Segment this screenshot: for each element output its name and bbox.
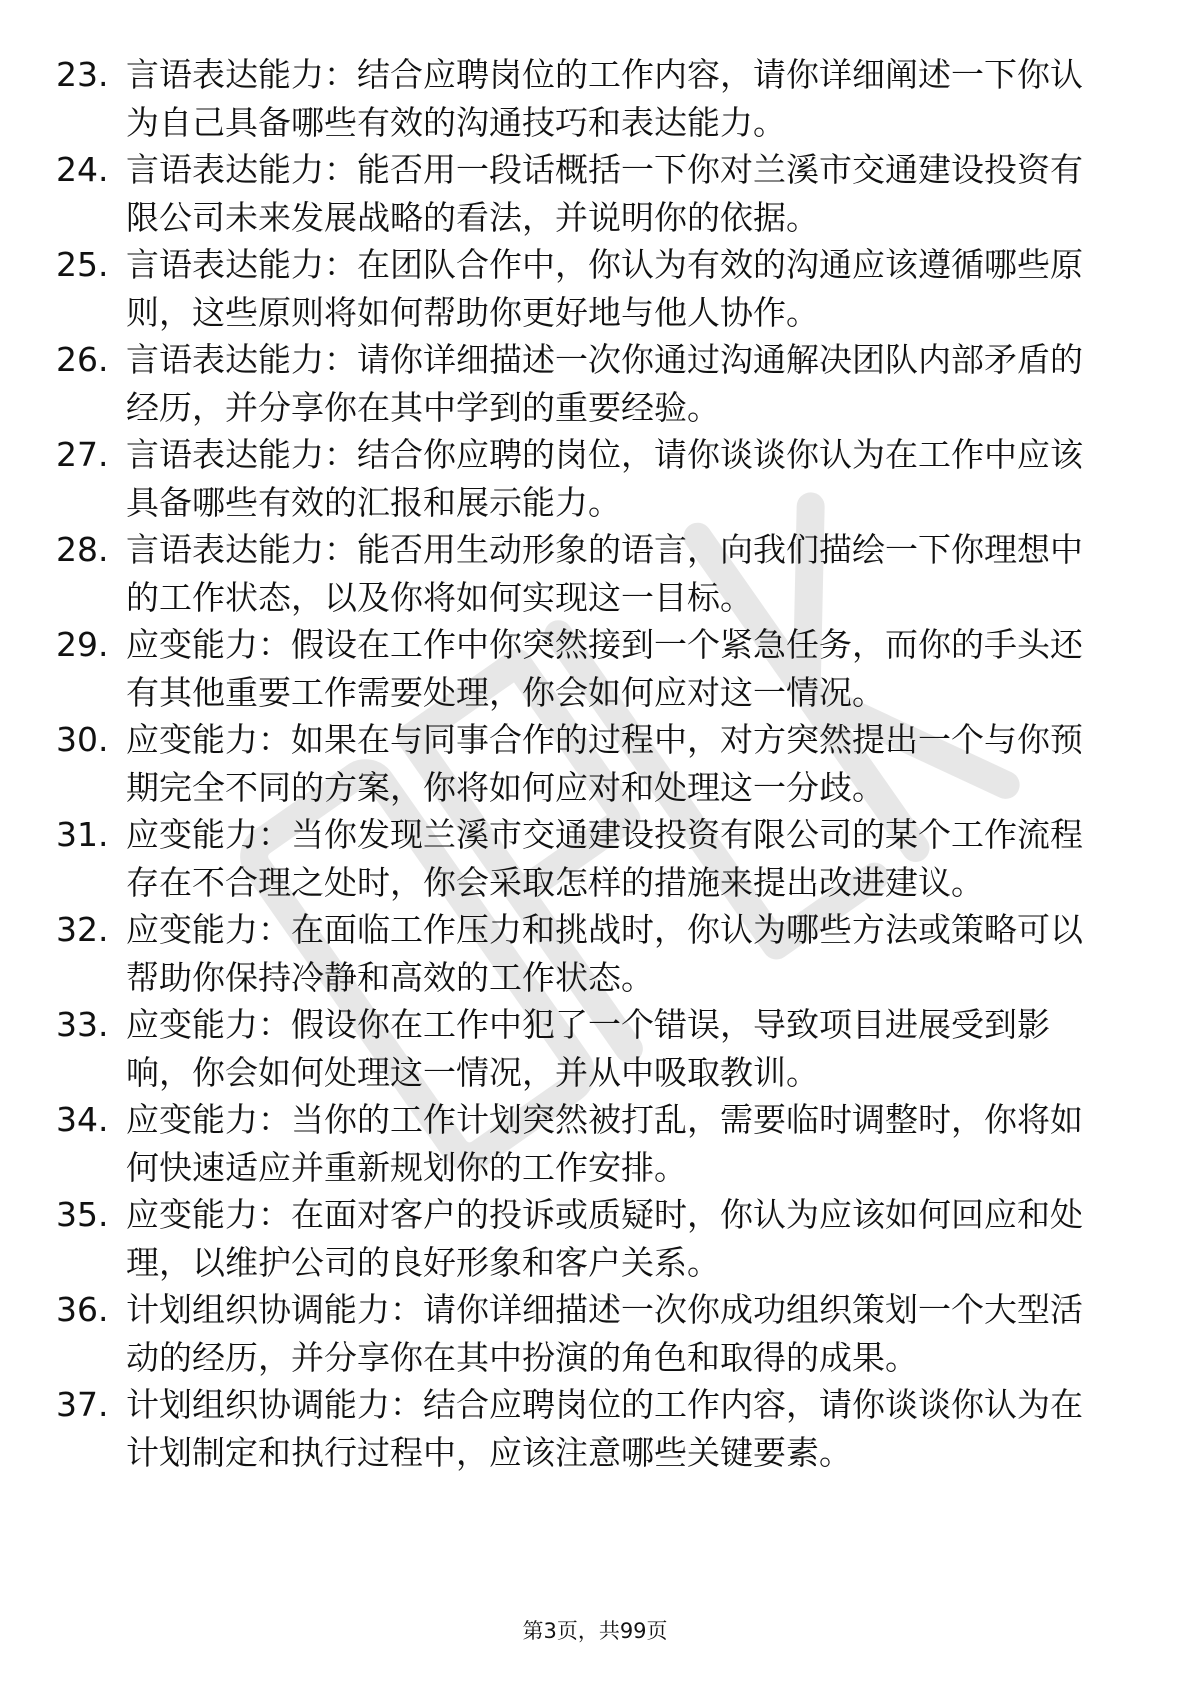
question-text: 言语表达能力：请你详细描述一次你通过沟通解决团队内部矛盾的经历，并分享你在其中学到的重要经验。: [126, 340, 1083, 427]
list-item: [56, 1096, 1096, 1192]
question-number: 23.: [56, 55, 109, 94]
question-number: 32.: [56, 910, 109, 949]
question-text: 应变能力：当你的工作计划突然被打乱，需要临时调整时，你将如何快速适应并重新规划你的工作安排。: [126, 1100, 1083, 1187]
list-item: [56, 716, 1096, 812]
question-number: 31.: [56, 815, 109, 854]
list-item: [56, 811, 1096, 907]
question-number: 29.: [56, 625, 109, 664]
list-item: [56, 336, 1096, 432]
question-text: 言语表达能力：能否用生动形象的语言，向我们描绘一下你理想中的工作状态，以及你将如何实现这一目标。: [126, 530, 1083, 617]
question-text: 言语表达能力：能否用一段话概括一下你对兰溪市交通建设投资有限公司未来发展战略的看法，并说明你的依据。: [126, 150, 1083, 237]
question-text: 应变能力：当你发现兰溪市交通建设投资有限公司的某个工作流程存在不合理之处时，你会采取怎样的措施来提出改进建议。: [126, 815, 1083, 902]
list-item: [56, 1286, 1096, 1382]
question-number: 36.: [56, 1290, 109, 1329]
question-number: 37.: [56, 1385, 109, 1424]
question-text: 应变能力：在面临工作压力和挑战时，你认为哪些方法或策略可以帮助你保持冷静和高效的工作状态。: [126, 910, 1083, 997]
page-footer: 第3页，共99页: [522, 1619, 668, 1643]
list-item: [56, 906, 1096, 1002]
list-item: [56, 526, 1096, 622]
question-number: 24.: [56, 150, 109, 189]
question-text: 应变能力：在面对客户的投诉或质疑时，你认为应该如何回应和处理，以维护公司的良好形象和客户关系。: [126, 1195, 1083, 1282]
question-text: 应变能力：假设你在工作中犯了一个错误，导致项目进展受到影响，你会如何处理这一情况，并从中吸取教训。: [126, 1005, 1050, 1092]
question-number: 27.: [56, 435, 109, 474]
question-number: 25.: [56, 245, 109, 284]
list-item: [56, 146, 1096, 242]
question-number: 26.: [56, 340, 109, 379]
list-item: [56, 1191, 1096, 1287]
list-item: [56, 431, 1096, 527]
question-text: 计划组织协调能力：请你详细描述一次你成功组织策划一个大型活动的经历，并分享你在其中扮演的角色和取得的成果。: [126, 1290, 1083, 1377]
question-text: 应变能力：假设在工作中你突然接到一个紧急任务，而你的手头还有其他重要工作需要处理，你会如何应对这一情况。: [126, 625, 1083, 712]
question-number: 28.: [56, 530, 109, 569]
list-item: [56, 1381, 1096, 1477]
question-text: 言语表达能力：在团队合作中，你认为有效的沟通应该遵循哪些原则，这些原则将如何帮助你更好地与他人协作。: [126, 245, 1083, 332]
question-text: 计划组织协调能力：结合应聘岗位的工作内容，请你谈谈你认为在计划制定和执行过程中，应该注意哪些关键要素。: [126, 1385, 1083, 1472]
question-text: 言语表达能力：结合你应聘的岗位，请你谈谈你认为在工作中应该具备哪些有效的汇报和展示能力。: [126, 435, 1083, 522]
question-number: 33.: [56, 1005, 109, 1044]
question-number: 30.: [56, 720, 109, 759]
question-text: 言语表达能力：结合应聘岗位的工作内容，请你详细阐述一下你认为自己具备哪些有效的沟通技巧和表达能力。: [126, 55, 1083, 142]
question-number: 35.: [56, 1195, 109, 1234]
list-item: [56, 621, 1096, 717]
question-number: 34.: [56, 1100, 109, 1139]
list-item: [56, 51, 1096, 147]
list-item: [56, 1001, 1096, 1097]
question-text: 应变能力：如果在与同事合作的过程中，对方突然提出一个与你预期完全不同的方案，你将如何应对和处理这一分歧。: [126, 720, 1083, 807]
list-item: [56, 241, 1096, 337]
